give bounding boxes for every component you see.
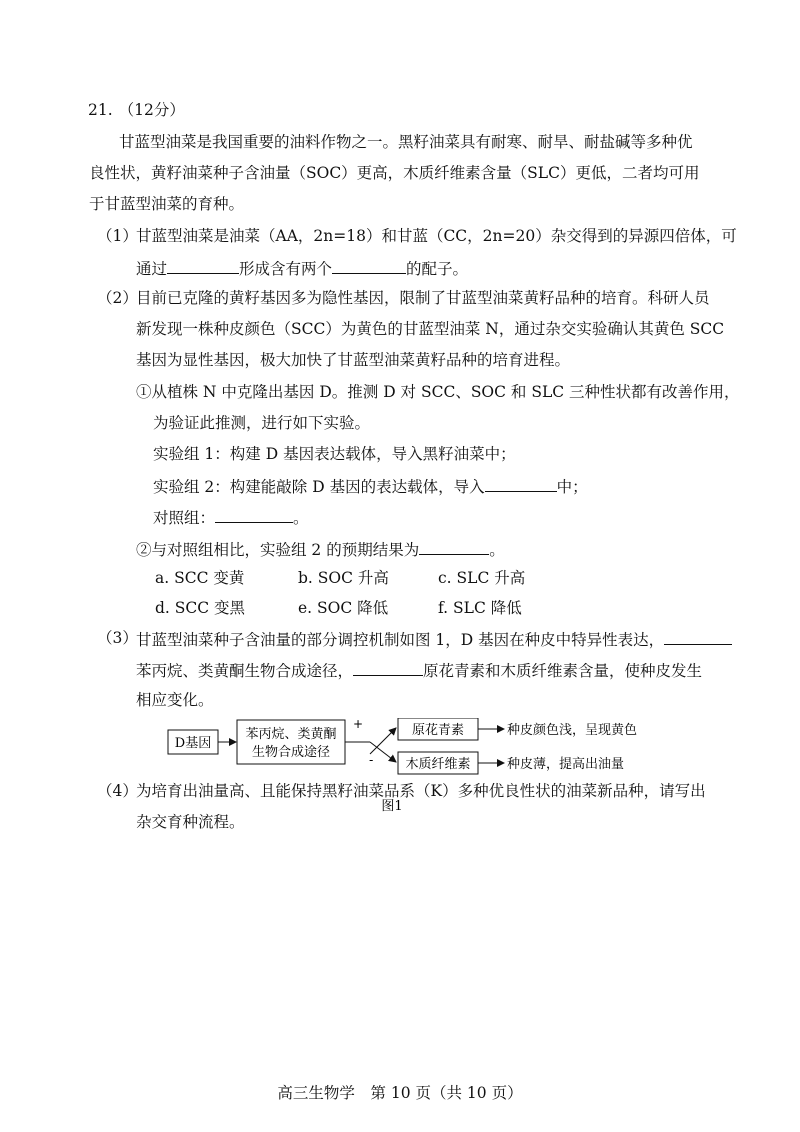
p2-exp2 (153, 475, 588, 497)
p2-sub1-line-1: ①从植株 N 中克隆出基因 D。推测 D 对 SCC、SOC 和 SLC 三种性状都有改善作用， (136, 383, 740, 401)
p1-line-2 (136, 257, 468, 279)
p2-label: （2） (97, 289, 138, 307)
question-number: 21. (88, 101, 113, 119)
intro-line-2: 良性状，黄籽油菜种子含油量（SOC）更高，木质纤维素含量（SLC）更低，二者均可用 (89, 164, 700, 182)
answer-blank-7[interactable] (353, 659, 423, 676)
p2-sub2-end: 。 (489, 541, 505, 559)
p2-sub1-line-2: 为验证此推测，进行如下实验。 (153, 414, 371, 432)
answer-blank-2[interactable] (332, 257, 406, 274)
proanthocyanidin-label: 原花青素 (411, 723, 465, 738)
p3-line-1-text: 甘蓝型油菜种子含油量的部分调控机制如图 1，D 基因在种皮中特异性表达， (136, 631, 665, 649)
option-e: e. SOC 降低 (298, 599, 389, 617)
p4-label: （4） (97, 782, 138, 800)
p2-exp1: 实验组 1：构建 D 基因表达载体，导入黑籽油菜中； (153, 445, 516, 463)
p3-line-2-text-b: 原花青素和木质纤维素含量，使种皮发生 (423, 662, 703, 680)
p1-line-1: 甘蓝型油菜是油菜（AA，2n=18）和甘蓝（CC，2n=20）杂交得到的异源四倍体，可 (136, 227, 737, 245)
intro-line-1: 甘蓝型油菜是我国重要的油料作物之一。黑籽油菜具有耐寒、耐旱、耐盐碱等多种优 (119, 133, 693, 151)
p1-text-a: 通过 (136, 260, 168, 278)
answer-blank-6[interactable] (664, 628, 732, 645)
p2-line-2: 新发现一株种皮颜色（SCC）为黄色的甘蓝型油菜 N，通过杂交实验确认其黄色 SCC (136, 320, 725, 338)
p1-text-c: 的配子。 (406, 260, 469, 278)
question-score: （12分） (118, 101, 185, 119)
intro-line-3: 于甘蓝型油菜的育种。 (89, 195, 245, 213)
p3-line-1 (136, 628, 732, 650)
p4-line-2: 杂交育种流程。 (136, 813, 245, 831)
result-bottom: 种皮薄，提高出油量 (507, 757, 625, 772)
question-header (88, 100, 185, 120)
option-a: a. SCC 变黄 (155, 569, 245, 587)
result-top: 种皮颜色浅，呈现黄色 (507, 723, 638, 738)
plus-sign: + (353, 718, 364, 731)
answer-blank-1[interactable] (167, 257, 239, 274)
option-c: c. SLC 升高 (438, 569, 526, 587)
p3-label: （3） (97, 629, 138, 647)
p2-sub2 (136, 538, 505, 560)
p1-label: （1） (97, 227, 138, 245)
pathway-label-2: 生物合成途径 (251, 745, 331, 760)
p2-control-text: 对照组： (153, 509, 216, 527)
arrow-to-proanthocyanidin (370, 728, 396, 754)
pathway-label-1: 苯丙烷、类黄酮 (245, 727, 337, 742)
p4-line-1: 为培育出油量高、且能保持黑籽油菜品系（K）多种优良性状的油菜新品种，请写出 (136, 782, 706, 800)
p2-line-3: 基因为显性基因，极大加快了甘蓝型油菜黄籽品种的培育进程。 (136, 351, 571, 369)
p2-line-1: 目前已克隆的黄籽基因多为隐性基因，限制了甘蓝型油菜黄籽品种的培育。科研人员 (136, 289, 710, 307)
figure-caption: 图1 (381, 799, 403, 814)
p2-exp2-end: 中； (556, 478, 588, 496)
option-f: f. SLC 降低 (438, 599, 522, 617)
page-footer: 高三生物学 第 10 页（共 10 页） (277, 1084, 523, 1102)
answer-blank-4[interactable] (215, 506, 293, 523)
p3-line-2 (136, 659, 702, 681)
p3-line-2-text-a: 苯丙烷、类黄酮生物合成途径， (136, 662, 354, 680)
lignocellulose-label: 木质纤维素 (405, 757, 471, 772)
p3-line-3: 相应变化。 (136, 691, 214, 709)
answer-blank-3[interactable] (485, 475, 557, 492)
p2-exp2-text: 实验组 2：构建能敲除 D 基因的表达载体，导入 (153, 478, 485, 496)
p1-text-b: 形成含有两个 (239, 260, 333, 278)
minus-sign: - (369, 753, 374, 767)
p2-control (153, 506, 309, 528)
option-b: b. SOC 升高 (298, 569, 389, 587)
d-gene-label: D基因 (174, 736, 212, 751)
answer-blank-5[interactable] (419, 538, 489, 555)
p2-control-end: 。 (293, 509, 309, 527)
option-d: d. SCC 变黑 (155, 599, 246, 617)
arrow-to-lignocellulose (370, 742, 396, 762)
figure-1-diagram (160, 718, 660, 818)
p2-sub2-text: ②与对照组相比，实验组 2 的预期结果为 (136, 541, 420, 559)
